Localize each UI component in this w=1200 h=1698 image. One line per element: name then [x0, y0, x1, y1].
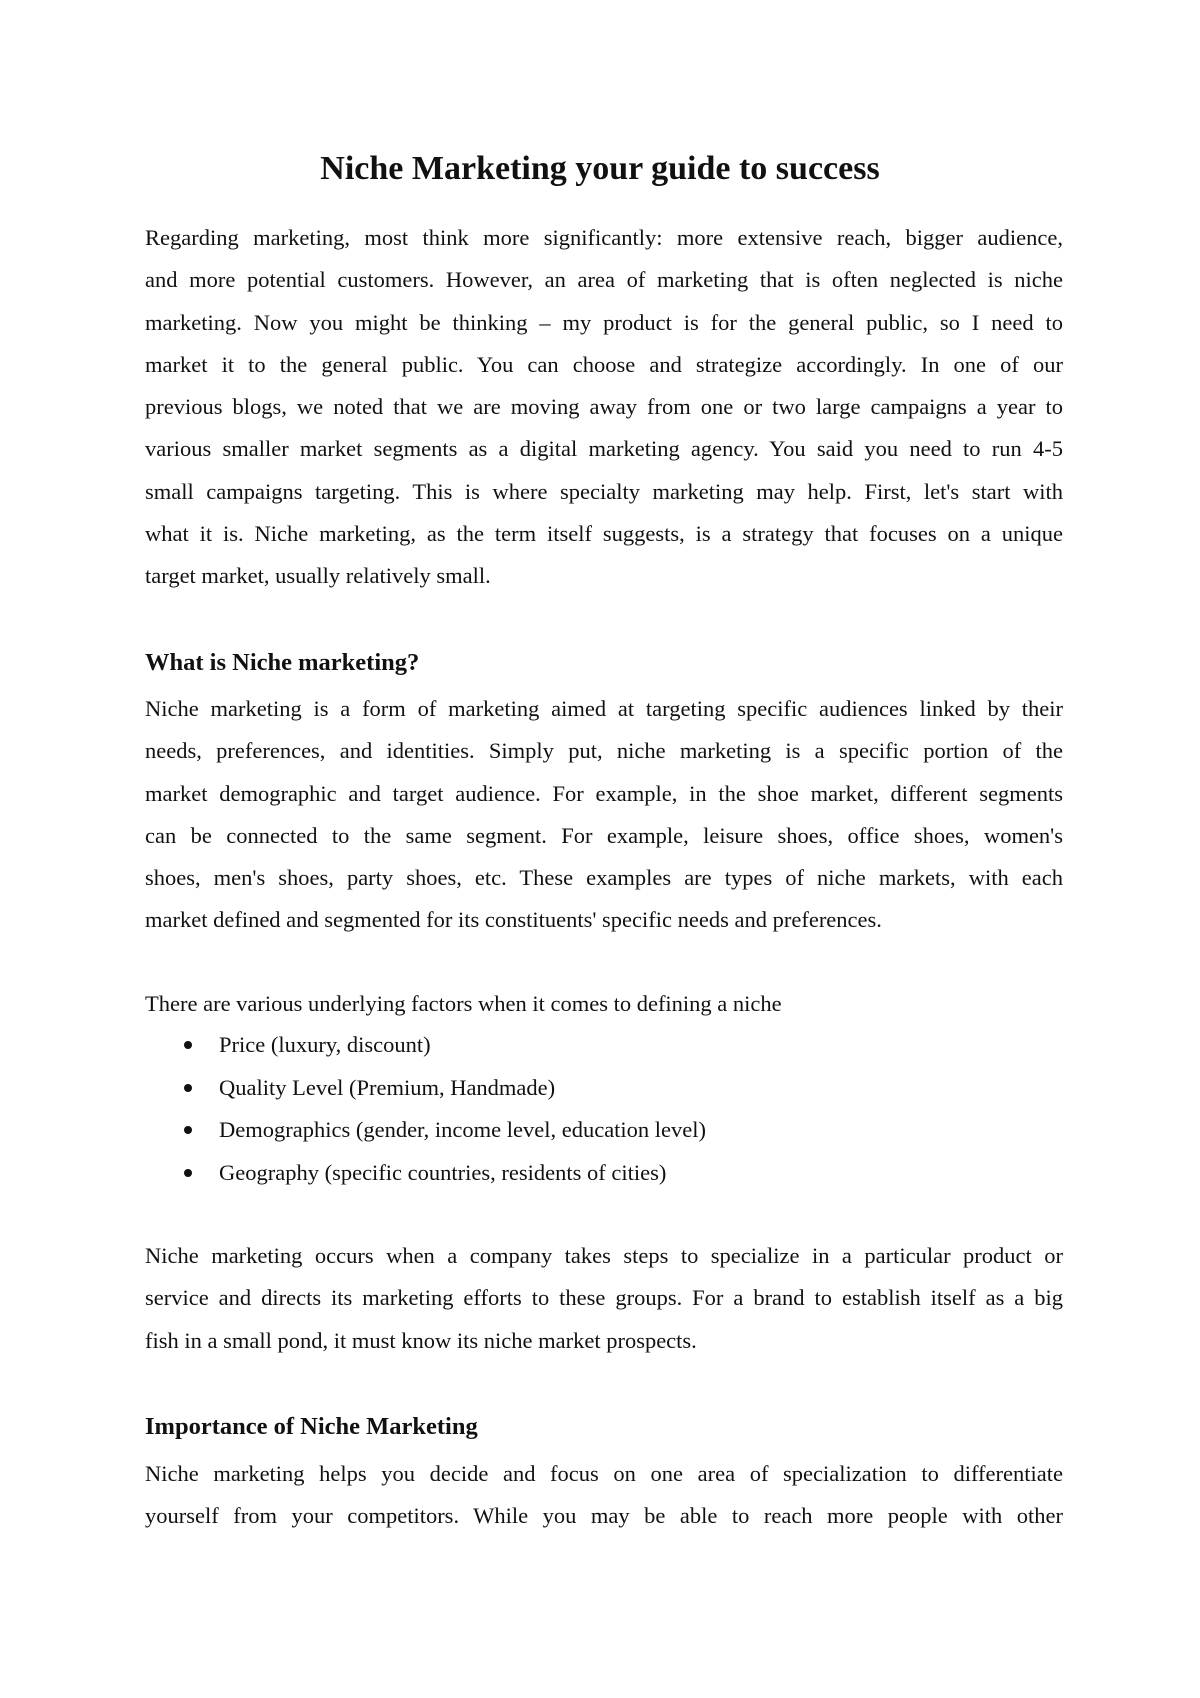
text-line: service and directs its marketing efforts to these groups. For a brand to establish itself as a big [145, 1285, 1063, 1311]
list-item-text: Price (luxury, discount) [219, 1032, 431, 1057]
text-line: various smaller market segments as a digital marketing agency. You said you need to run 4-5 [145, 436, 1063, 462]
bullet-icon [184, 1041, 192, 1049]
importance-paragraph [145, 1453, 1063, 1538]
section-heading: What is Niche marketing? [145, 649, 420, 676]
factor-list [145, 1024, 1063, 1204]
specialization-paragraph [145, 1235, 1063, 1362]
list-item-text: Quality Level (Premium, Handmade) [219, 1074, 556, 1100]
text-line: market demographic and target audience. For example, in the shoe market, different segments [145, 780, 1063, 806]
bullet-icon [184, 1126, 192, 1134]
bullet-icon [184, 1084, 192, 1092]
text-line: small campaigns targeting. This is where specialty marketing may help. First, let's start with [145, 478, 1063, 504]
text-line: There are various underlying factors when it comes to defining a niche [145, 991, 782, 1016]
text-line: and more potential customers. However, an area of marketing that is often neglected is niche [145, 267, 1063, 293]
text-line: previous blogs, we noted that we are moving away from one or two large campaigns a year to [145, 394, 1063, 420]
text-line: Regarding marketing, most think more significantly: more extensive reach, bigger audience, [145, 225, 1063, 250]
text-line: shoes, men's shoes, party shoes, etc. These examples are types of niche markets, with each [145, 865, 1063, 891]
text-line: marketing. Now you might be thinking – my product is for the general public, so I need to [145, 309, 1063, 335]
text-line: market it to the general public. You can choose and strategize accordingly. In one of our [145, 351, 1063, 377]
list-item [145, 1067, 1063, 1109]
text-line: target market, usually relatively small. [145, 563, 491, 589]
text-line: Niche marketing occurs when a company takes steps to specialize in a particular product or [145, 1243, 1063, 1268]
text-line: what it is. Niche marketing, as the term itself suggests, is a strategy that focuses on a unique [145, 521, 1063, 547]
text-line: Niche marketing helps you decide and focus on one area of specialization to differentiate [145, 1461, 1063, 1486]
list-item [145, 1109, 1063, 1151]
text-line: can be connected to the same segment. For example, leisure shoes, office shoes, women's [145, 822, 1063, 848]
text-line: yourself from your competitors. While you may be able to reach more people with other [145, 1503, 1063, 1529]
text-line: fish in a small pond, it must know its niche market prospects. [145, 1327, 697, 1353]
bullet-icon [184, 1169, 192, 1177]
section-heading: Importance of Niche Marketing [145, 1413, 478, 1440]
intro-paragraph [145, 217, 1063, 598]
document-title: Niche Marketing your guide to success [320, 150, 880, 187]
list-intro [145, 983, 1063, 1025]
list-item-text: Geography (specific countries, residents of cities) [219, 1159, 667, 1185]
text-line: needs, preferences, and identities. Simply put, niche marketing is a specific portion of the [145, 738, 1063, 764]
list-item [145, 1024, 1063, 1066]
text-line: market defined and segmented for its constituents' specific needs and preferences. [145, 907, 882, 933]
definition-paragraph [145, 688, 1063, 942]
text-line: Niche marketing is a form of marketing aimed at targeting specific audiences linked by their [145, 696, 1063, 721]
list-item [145, 1152, 1063, 1194]
list-item-text: Demographics (gender, income level, education level) [219, 1117, 707, 1142]
